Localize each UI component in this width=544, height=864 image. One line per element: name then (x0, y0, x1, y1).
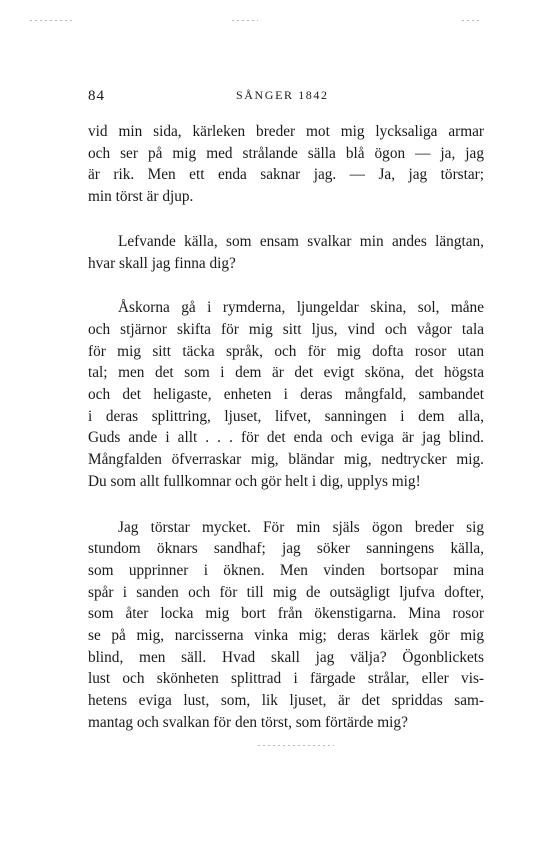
text-line: Mångfalden öfverraskar mig, bländar mig, nedtrycker mig. (88, 451, 484, 469)
scan-artifact-left (30, 20, 72, 21)
text-body (88, 121, 484, 734)
text-line: Lefvande källa, som ensam svalkar min andes längtan, (118, 232, 484, 250)
text-line: Jag törstar mycket. För min själs ögon breder sig (118, 518, 484, 536)
paragraph-continued (88, 121, 484, 208)
text-line: är rik. Men ett enda saknar jag. — Ja, jag törstar; (88, 166, 484, 184)
text-line: Guds ande i allt . . . för det enda och eviga är jag blind. (88, 429, 484, 447)
text-line: hvar skall jag finna dig? (88, 254, 236, 272)
text-line: lust och skönheten splittrad i färgade strålar, eller vis- (88, 670, 484, 688)
text-line: min törst är djup. (88, 188, 194, 206)
text-line: för mig sitt täcka språk, och för mig dofta rosor utan (88, 342, 484, 360)
scan-artifact-bottom (258, 745, 334, 746)
text-line: och det heligaste, enheten i deras mångfald, sambandet (88, 386, 484, 404)
paragraph-askorna (88, 297, 484, 492)
text-line: blind, men säll. Hvad skall jag välja? Ögonblickets (88, 648, 484, 666)
page-number: 84 (88, 88, 105, 104)
scan-artifact-right (462, 20, 482, 21)
text-line: i deras splittring, ljuset, lifvet, sanningen i dem alla, (88, 407, 484, 425)
text-line: som åter locka mig bort från ökenstigarna. Mina rosor (88, 605, 484, 623)
paragraph-jag-torstar (88, 517, 484, 734)
text-line: Du som allt fullkomnar och gör helt i dig, upplys mig! (88, 472, 421, 490)
text-line: vid min sida, kärleken breder mot mig lycksaliga armar (88, 123, 484, 140)
paragraph-lefvande-kalla (88, 231, 484, 274)
text-line: Åskorna gå i rymderna, ljungeldar skina, sol, måne (118, 299, 484, 317)
text-line: och stjärnor skifta för mig sitt ljus, vind och vågor tala (88, 320, 484, 338)
text-line: mantag och svalkan för den törst, som förtärde mig? (88, 713, 408, 731)
running-head: SÅNGER 1842 (236, 88, 329, 102)
text-line: och ser på mig med strålande sälla blå ögon — ja, jag (88, 144, 484, 162)
text-line: spår i sanden och för till mig de outsägligt ljufva dofter, (88, 583, 484, 601)
text-line: hetens eviga lust, som, lik ljuset, är det spriddas sam- (88, 692, 484, 710)
scan-artifact-center (232, 20, 258, 21)
text-line: tal; men det som i dem är det evigt sköna, det högsta (88, 364, 484, 382)
text-line: se på mig, narcisserna vinka mig; deras kärlek gör mig (88, 627, 484, 645)
text-line: som upprinner i öknen. Men vinden bortsopar mina (88, 561, 484, 579)
page-header (88, 88, 484, 108)
text-line: stundom öknars sandhaf; jag söker sanningens källa, (88, 540, 484, 558)
